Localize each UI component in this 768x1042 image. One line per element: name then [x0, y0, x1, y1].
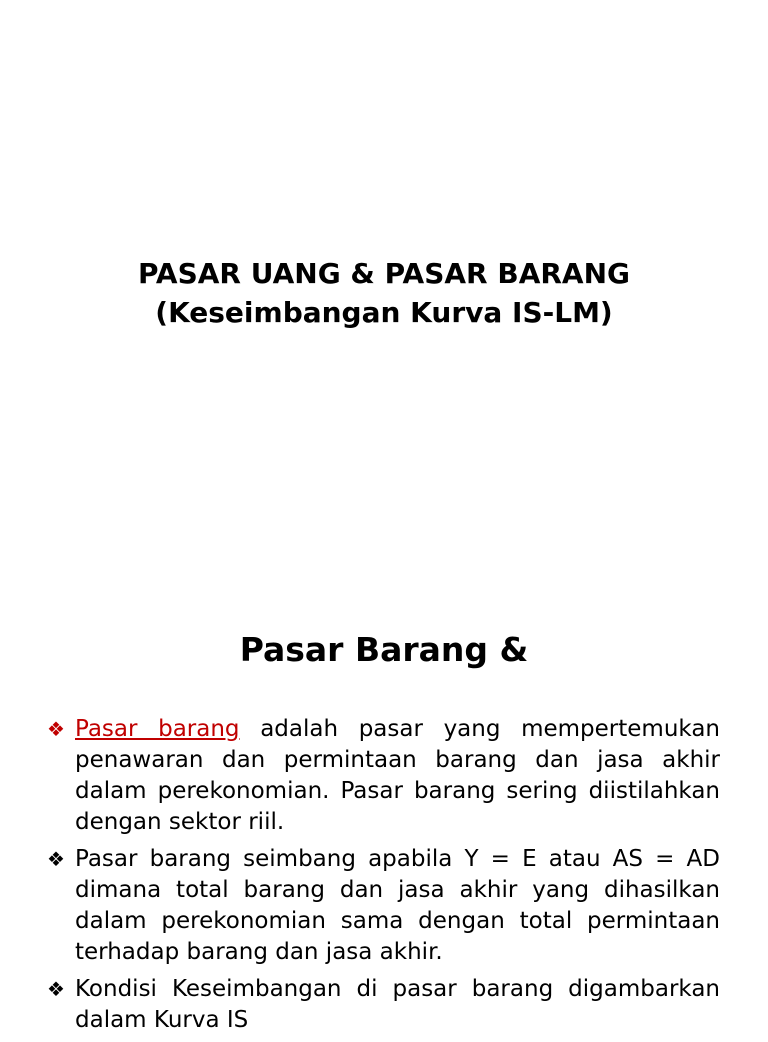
bullet-text: Kondisi Keseimbangan di pasar barang digambarkan dalam Kurva IS	[75, 976, 720, 1033]
slide-title	[0, 254, 768, 332]
bullet-item	[45, 974, 720, 1036]
diamond-bullet-icon: ❖	[47, 847, 65, 871]
term-highlight: Pasar barang	[75, 716, 240, 742]
bullet-list	[45, 714, 720, 1042]
slide-title-line-1: PASAR UANG & PASAR BARANG	[137, 257, 631, 290]
diamond-bullet-icon: ❖	[47, 977, 65, 1001]
bullet-item	[45, 844, 720, 968]
slide-title-line-2: (Keseimbangan Kurva IS-LM)	[155, 296, 613, 329]
diamond-bullet-icon: ❖	[47, 717, 65, 741]
bullet-text: adalah pasar yang mempertemukan penawaran dan permintaan barang dan jasa akhir dalam perekonomian. Pasar barang sering diistilahkan dengan sektor riil.	[75, 716, 721, 835]
section-title: Pasar Barang &	[239, 630, 529, 669]
bullet-item	[45, 714, 720, 838]
bullet-text: Pasar barang seimbang apabila Y = E atau AS = AD dimana total barang dan jasa akhir yang dihasilkan dalam perekonomian sama dengan total permintaan terhadap barang dan jasa akhir.	[75, 846, 720, 965]
